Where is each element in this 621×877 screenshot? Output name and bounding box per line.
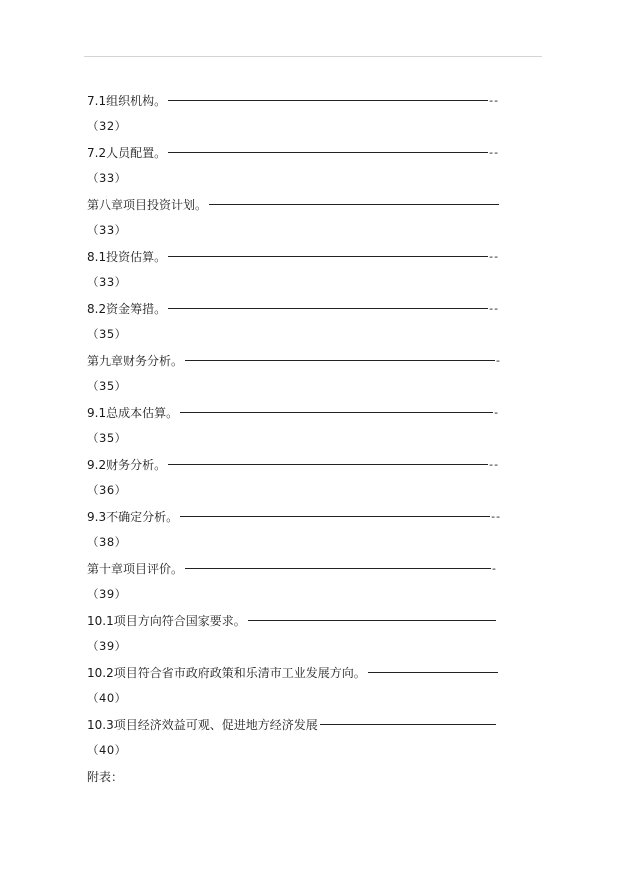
toc-entry-title: 第九章财务分析。: [87, 353, 184, 368]
toc-entry: [87, 192, 517, 244]
toc-entry: [87, 400, 517, 452]
leader-line: [180, 412, 493, 413]
table-of-contents: [87, 88, 517, 764]
toc-entry-title: 9.2财务分析。: [87, 457, 167, 472]
toc-entry-title: 8.2资金筹措。: [87, 301, 167, 316]
toc-page-number: （32）: [87, 119, 127, 133]
leader-line: [320, 724, 496, 725]
toc-page-number: （40）: [87, 743, 127, 757]
toc-entry: [87, 608, 517, 660]
leader-tail: --: [491, 509, 502, 523]
toc-entry-title: 第八章项目投资计划。: [87, 197, 208, 212]
toc-entry-title: 9.1总成本估算。: [87, 405, 179, 420]
leader-line: [248, 620, 496, 621]
toc-entry-title: 第十章项目评价。: [87, 561, 184, 576]
toc-entry: [87, 660, 517, 712]
toc-entry: [87, 140, 517, 192]
leader-line: [168, 464, 488, 465]
leader-tail: -: [496, 353, 501, 367]
toc-page-number: （39）: [87, 639, 127, 653]
leader-line: [368, 672, 498, 673]
toc-entry-title: 10.1项目方向符合国家要求。: [87, 613, 246, 628]
toc-page-number: （33）: [87, 275, 127, 289]
toc-page-number: （40）: [87, 691, 127, 705]
leader-tail: --: [489, 249, 500, 263]
toc-page-number: （33）: [87, 171, 127, 185]
leader-tail: -: [492, 561, 497, 575]
leader-line: [168, 256, 488, 257]
leader-tail: --: [489, 457, 500, 471]
toc-entry: [87, 348, 517, 400]
toc-entry-title: 7.1组织机构。: [87, 93, 167, 108]
toc-entry-title: 9.3不确定分析。: [87, 509, 179, 524]
toc-page-number: （33）: [87, 223, 127, 237]
toc-entry: [87, 296, 517, 348]
toc-page-number: （36）: [87, 483, 127, 497]
toc-page-number: （38）: [87, 535, 127, 549]
toc-page-number: （35）: [87, 431, 127, 445]
header-rule: [84, 56, 542, 57]
toc-page-number: （39）: [87, 587, 127, 601]
leader-tail: --: [489, 145, 500, 159]
toc-entry: [87, 556, 517, 608]
toc-entry: [87, 712, 517, 764]
appendix-label: 附表：: [87, 770, 124, 784]
leader-tail: --: [489, 93, 500, 107]
toc-entry-title: 7.2人员配置。: [87, 145, 167, 160]
leader-line: [185, 568, 491, 569]
toc-entry-title: 10.3项目经济效益可观、促进地方经济发展: [87, 717, 318, 732]
leader-line: [180, 516, 490, 517]
leader-line: [168, 100, 488, 101]
leader-line: [209, 204, 499, 205]
toc-entry-title: 10.2项目符合省市政府政策和乐清市工业发展方向。: [87, 665, 366, 680]
leader-line: [168, 152, 488, 153]
toc-entry: [87, 244, 517, 296]
leader-line: [168, 308, 488, 309]
leader-tail: --: [489, 301, 500, 315]
toc-page-number: （35）: [87, 327, 127, 341]
leader-line: [185, 360, 495, 361]
toc-entry-title: 8.1投资估算。: [87, 249, 167, 264]
toc-entry: [87, 504, 517, 556]
toc-entry: [87, 88, 517, 140]
leader-tail: -: [494, 405, 500, 419]
toc-entry: [87, 452, 517, 504]
toc-page-number: （35）: [87, 379, 127, 393]
